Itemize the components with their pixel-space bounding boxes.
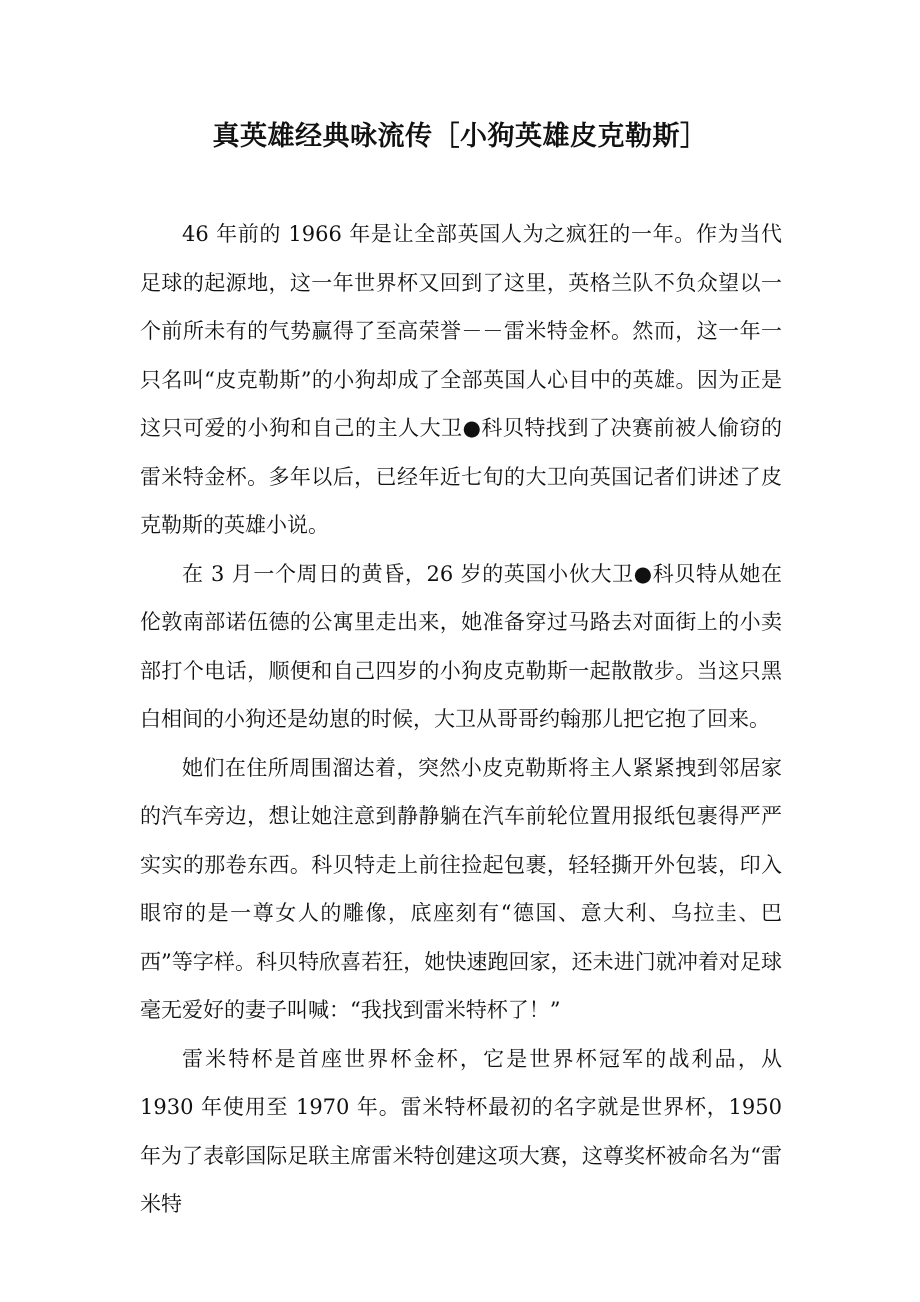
document-body <box>140 210 782 1229</box>
paragraph: 她们在住所周围溜达着，突然小皮克勒斯将主人紧紧拽到邻居家的汽车旁边，想让她注意到静静躺在汽车前轮位置用报纸包裹得严严实实的那卷东西。科贝特走上前往捡起包裹，轻轻撕开外包装，印入眼帘的是一尊女人的雕像，底座刻有“德国、意大利、乌拉圭、巴西”等字样。科贝特欣喜若狂，她快速跑回家，还未进门就冲着对足球毫无爱好的妻子叫喊：“我找到雷米特杯了！” <box>140 755 782 1022</box>
paragraph: 在 3 月一个周日的黄昏，26 岁的英国小伙大卫●科贝特从她在伦敦南部诺伍德的公寓里走出来，她准备穿过马路去对面街上的小卖部打个电话，顺便和自己四岁的小狗皮克勒斯一起散散步。当这只黑白相间的小狗还是幼崽的时候，大卫从哥哥约翰那儿把它抱了回来。 <box>140 561 782 731</box>
paragraph: 雷米特杯是首座世界杯金杯，它是世界杯冠军的战利品，从 1930 年使用至 1970 年。雷米特杯最初的名字就是世界杯，1950 年为了表彰国际足联主席雷米特创建这项大赛，这尊奖杯被命名为“雷米特 <box>140 1046 782 1216</box>
document-title: 真英雄经典咏流传［小狗英雄皮克勒斯］ <box>212 121 708 152</box>
paragraph: 46 年前的 1966 年是让全部英国人为之疯狂的一年。作为当代足球的起源地，这一年世界杯又回到了这里，英格兰队不负众望以一个前所未有的气势赢得了至高荣誉－－雷米特金杯。然而，这一年一只名叫“皮克勒斯”的小狗却成了全部英国人心目中的英雄。因为正是这只可爱的小狗和自己的主人大卫●科贝特找到了决赛前被人偷窃的雷米特金杯。多年以后，已经年近七旬的大卫向英国记者们讲述了皮克勒斯的英雄小说。 <box>140 222 782 537</box>
